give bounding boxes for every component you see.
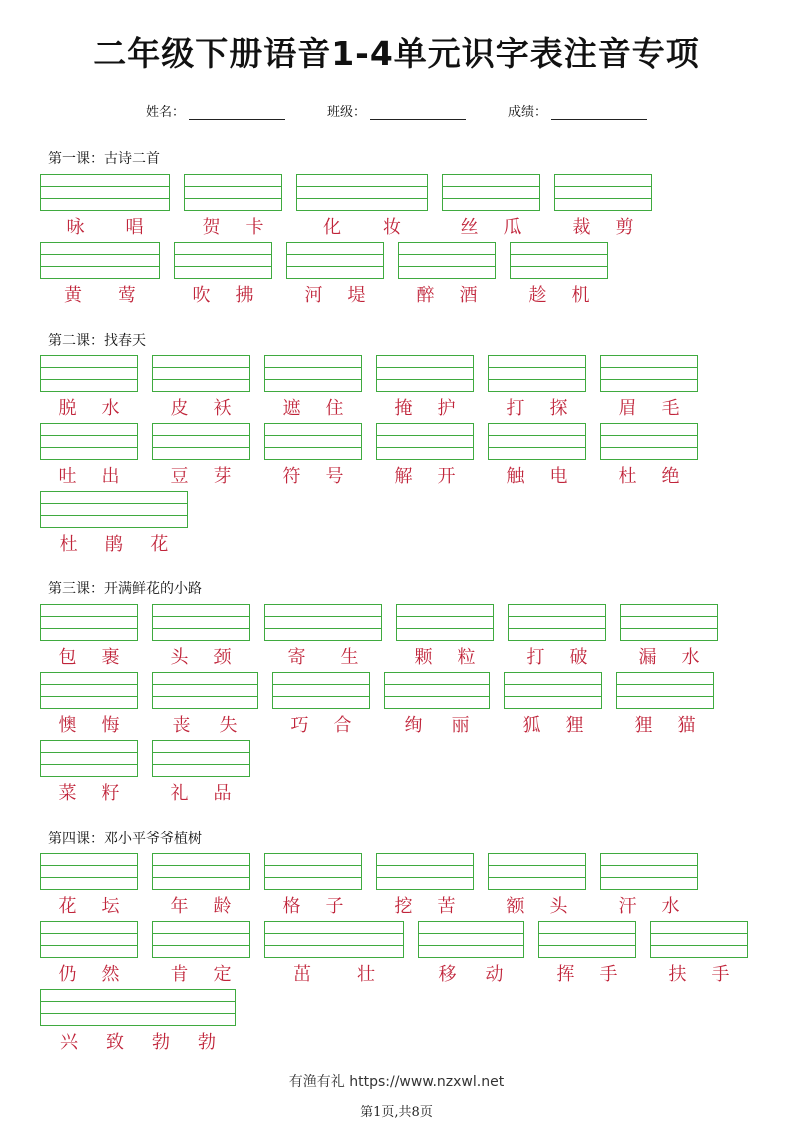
lesson-heading: 第三课：开满鲜花的小路: [48, 581, 202, 597]
pinyin-box[interactable]: [650, 921, 748, 958]
pinyin-box[interactable]: [40, 423, 138, 460]
hanzi-char: 触: [506, 466, 525, 487]
hanzi-char: 贺: [202, 217, 221, 238]
pinyin-box[interactable]: [272, 672, 370, 709]
hanzi-char: 开: [437, 466, 456, 487]
hanzi-char: 粒: [457, 647, 476, 668]
name-label: 姓名：: [145, 105, 185, 120]
pinyin-box[interactable]: [40, 672, 138, 709]
word-characters: [620, 643, 718, 669]
word-item: [396, 604, 494, 669]
word-item: [616, 672, 714, 737]
word-characters: [40, 213, 170, 239]
page-title: 二年级下册语音1-4单元识字表注音专项: [93, 34, 700, 73]
pinyin-box[interactable]: [40, 174, 170, 211]
word-characters: [264, 960, 404, 986]
word-item: [600, 853, 698, 918]
hanzi-char: 颈: [213, 647, 232, 668]
hanzi-char: 杜: [618, 466, 637, 487]
word-characters: [152, 462, 250, 488]
hanzi-char: 漏: [638, 647, 657, 668]
pinyin-box[interactable]: [152, 604, 250, 641]
hanzi-char: 住: [325, 398, 344, 419]
hanzi-char: 拂: [235, 285, 254, 306]
hanzi-char: 掩: [394, 398, 413, 419]
word-characters: [184, 213, 282, 239]
word-item: [264, 921, 404, 986]
pinyin-box[interactable]: [442, 174, 540, 211]
word-item: [650, 921, 748, 986]
word-item: [296, 174, 428, 239]
pinyin-box[interactable]: [376, 355, 474, 392]
pinyin-box[interactable]: [600, 853, 698, 890]
hanzi-char: 然: [101, 964, 120, 985]
word-characters: [40, 394, 138, 420]
word-item: [264, 853, 362, 918]
hanzi-char: 醉: [416, 285, 435, 306]
hanzi-char: 打: [526, 647, 545, 668]
lesson-heading: 第一课：古诗二首: [48, 151, 160, 167]
word-item: [152, 355, 250, 420]
hanzi-char: 动: [485, 964, 504, 985]
word-item: [376, 355, 474, 420]
pinyin-box[interactable]: [376, 853, 474, 890]
hanzi-char: 豆: [170, 466, 189, 487]
word-characters: [152, 711, 258, 737]
student-info: [0, 101, 793, 120]
word-characters: [396, 643, 494, 669]
word-item: [264, 423, 362, 488]
word-item: [600, 423, 698, 488]
pinyin-box[interactable]: [600, 355, 698, 392]
word-characters: [152, 643, 250, 669]
pinyin-box[interactable]: [174, 242, 272, 279]
word-item: [152, 853, 250, 918]
hanzi-char: 籽: [101, 783, 120, 804]
word-item: [488, 853, 586, 918]
pinyin-box[interactable]: [504, 672, 602, 709]
hanzi-char: 狸: [634, 715, 653, 736]
score-blank[interactable]: [551, 105, 647, 120]
hanzi-char: 悔: [101, 715, 120, 736]
word-characters: [40, 779, 138, 805]
pinyin-box[interactable]: [396, 604, 494, 641]
hanzi-char: 剪: [615, 217, 634, 238]
word-characters: [40, 711, 138, 737]
hanzi-char: 致: [106, 1032, 124, 1053]
word-item: [152, 423, 250, 488]
hanzi-char: 狐: [522, 715, 541, 736]
watermark-text: 有渔有礼 https://www.nzxwl.net: [288, 1074, 505, 1090]
word-characters: [40, 462, 138, 488]
hanzi-char: 勃: [152, 1032, 170, 1053]
word-characters: [488, 394, 586, 420]
hanzi-char: 汗: [618, 896, 637, 917]
word-characters: [600, 892, 698, 918]
hanzi-char: 破: [569, 647, 588, 668]
word-characters: [40, 281, 160, 307]
word-characters: [418, 960, 524, 986]
score-label: 成绩：: [508, 105, 548, 120]
hanzi-char: 失: [219, 715, 238, 736]
word-item: [504, 672, 602, 737]
hanzi-char: 眉: [618, 398, 637, 419]
hanzi-char: 礼: [170, 783, 189, 804]
pinyin-box[interactable]: [264, 604, 382, 641]
pinyin-box[interactable]: [488, 355, 586, 392]
hanzi-char: 符: [282, 466, 301, 487]
hanzi-char: 壮: [357, 964, 375, 985]
hanzi-char: 化: [323, 217, 341, 238]
word-characters: [488, 892, 586, 918]
hanzi-char: 毛: [661, 398, 680, 419]
name-field[interactable]: [146, 101, 285, 120]
hanzi-char: 丽: [451, 715, 470, 736]
word-characters: [264, 643, 382, 669]
pinyin-box[interactable]: [296, 174, 428, 211]
class-field[interactable]: [327, 101, 466, 120]
pinyin-box[interactable]: [40, 921, 138, 958]
pinyin-box[interactable]: [418, 921, 524, 958]
pinyin-box[interactable]: [40, 355, 138, 392]
word-characters: [40, 530, 188, 556]
pinyin-box[interactable]: [40, 853, 138, 890]
hanzi-char: 额: [506, 896, 525, 917]
pinyin-box[interactable]: [510, 242, 608, 279]
hanzi-char: 年: [170, 896, 189, 917]
pinyin-box[interactable]: [40, 491, 188, 528]
hanzi-char: 绚: [404, 715, 423, 736]
hanzi-char: 水: [101, 398, 120, 419]
word-item: [264, 355, 362, 420]
pinyin-box[interactable]: [152, 672, 258, 709]
pinyin-box[interactable]: [264, 355, 362, 392]
hanzi-char: 遮: [282, 398, 301, 419]
word-item: [600, 355, 698, 420]
hanzi-char: 移: [438, 964, 457, 985]
word-item: [40, 740, 138, 805]
word-item: [538, 921, 636, 986]
hanzi-char: 包: [58, 647, 77, 668]
hanzi-char: 挥: [556, 964, 575, 985]
pinyin-box[interactable]: [40, 740, 138, 777]
word-item: [40, 242, 160, 307]
hanzi-char: 护: [437, 398, 456, 419]
word-item: [40, 604, 138, 669]
word-item: [620, 604, 718, 669]
hanzi-char: 芽: [213, 466, 232, 487]
hanzi-char: 水: [661, 896, 680, 917]
word-characters: [152, 394, 250, 420]
word-characters: [264, 462, 362, 488]
word-item: [184, 174, 282, 239]
hanzi-char: 裹: [101, 647, 120, 668]
word-item: [398, 242, 496, 307]
hanzi-char: 电: [549, 466, 568, 487]
word-characters: [152, 960, 250, 986]
hanzi-char: 肯: [170, 964, 189, 985]
pinyin-box[interactable]: [488, 423, 586, 460]
pinyin-box[interactable]: [508, 604, 606, 641]
hanzi-char: 坛: [101, 896, 120, 917]
pinyin-box[interactable]: [40, 604, 138, 641]
hanzi-char: 懊: [58, 715, 77, 736]
hanzi-char: 黄: [64, 285, 82, 306]
pinyin-box[interactable]: [184, 174, 282, 211]
pinyin-box[interactable]: [264, 853, 362, 890]
word-item: [286, 242, 384, 307]
pinyin-box[interactable]: [40, 989, 236, 1026]
hanzi-char: 解: [394, 466, 413, 487]
hanzi-char: 妆: [383, 217, 401, 238]
pinyin-box[interactable]: [264, 921, 404, 958]
word-item: [442, 174, 540, 239]
hanzi-char: 裁: [572, 217, 591, 238]
hanzi-char: 丝: [460, 217, 479, 238]
pinyin-box[interactable]: [152, 423, 250, 460]
hanzi-char: 堤: [347, 285, 366, 306]
hanzi-char: 吹: [192, 285, 211, 306]
score-field[interactable]: [508, 101, 647, 120]
hanzi-char: 龄: [213, 896, 232, 917]
word-item: [40, 989, 236, 1054]
word-characters: [488, 462, 586, 488]
word-item: [174, 242, 272, 307]
hanzi-char: 品: [213, 783, 232, 804]
word-characters: [376, 462, 474, 488]
word-item: [508, 604, 606, 669]
lesson-heading: 第二课：找春天: [48, 333, 146, 349]
word-characters: [376, 394, 474, 420]
pinyin-box[interactable]: [152, 355, 250, 392]
pinyin-box[interactable]: [376, 423, 474, 460]
word-characters: [296, 213, 428, 239]
word-characters: [650, 960, 748, 986]
word-item: [152, 672, 258, 737]
pinyin-box[interactable]: [40, 242, 160, 279]
hanzi-char: 打: [506, 398, 525, 419]
hanzi-char: 苦: [437, 896, 456, 917]
word-item: [40, 174, 170, 239]
word-item: [376, 423, 474, 488]
word-item: [40, 491, 188, 556]
word-characters: [264, 892, 362, 918]
word-characters: [272, 711, 370, 737]
hanzi-char: 头: [549, 896, 568, 917]
pinyin-box[interactable]: [152, 853, 250, 890]
word-item: [418, 921, 524, 986]
hanzi-char: 出: [101, 466, 120, 487]
name-blank[interactable]: [189, 105, 285, 120]
hanzi-char: 丧: [172, 715, 191, 736]
class-blank[interactable]: [370, 105, 466, 120]
hanzi-char: 生: [340, 647, 359, 668]
hanzi-char: 皮: [170, 398, 189, 419]
hanzi-char: 瓜: [503, 217, 522, 238]
word-item: [40, 672, 138, 737]
word-item: [152, 604, 250, 669]
hanzi-char: 袄: [213, 398, 232, 419]
pinyin-box[interactable]: [554, 174, 652, 211]
hanzi-char: 趁: [528, 285, 547, 306]
hanzi-char: 兴: [60, 1032, 78, 1053]
word-characters: [442, 213, 540, 239]
word-characters: [616, 711, 714, 737]
pinyin-box[interactable]: [384, 672, 490, 709]
word-characters: [286, 281, 384, 307]
word-item: [152, 921, 250, 986]
hanzi-char: 挖: [394, 896, 413, 917]
pinyin-box[interactable]: [488, 853, 586, 890]
hanzi-char: 花: [150, 534, 169, 555]
hanzi-char: 猫: [677, 715, 696, 736]
word-characters: [508, 643, 606, 669]
pinyin-box[interactable]: [538, 921, 636, 958]
hanzi-char: 绝: [661, 466, 680, 487]
word-characters: [384, 711, 490, 737]
word-item: [152, 740, 250, 805]
word-item: [488, 423, 586, 488]
word-characters: [376, 892, 474, 918]
word-item: [40, 355, 138, 420]
word-characters: [152, 892, 250, 918]
hanzi-char: 茁: [293, 964, 311, 985]
word-characters: [510, 281, 608, 307]
hanzi-char: 号: [325, 466, 344, 487]
pinyin-box[interactable]: [152, 740, 250, 777]
hanzi-char: 卡: [245, 217, 264, 238]
hanzi-char: 狸: [565, 715, 584, 736]
hanzi-char: 唱: [125, 217, 144, 238]
word-item: [264, 604, 382, 669]
word-item: [488, 355, 586, 420]
word-characters: [40, 1028, 236, 1054]
pinyin-box[interactable]: [620, 604, 718, 641]
hanzi-char: 吐: [58, 466, 77, 487]
pinyin-box[interactable]: [398, 242, 496, 279]
pinyin-box[interactable]: [264, 423, 362, 460]
hanzi-char: 子: [325, 896, 344, 917]
word-characters: [504, 711, 602, 737]
word-item: [40, 423, 138, 488]
word-characters: [264, 394, 362, 420]
hanzi-char: 杜: [59, 534, 78, 555]
hanzi-char: 咏: [66, 217, 85, 238]
hanzi-char: 颗: [414, 647, 433, 668]
word-item: [554, 174, 652, 239]
lesson-heading: 第四课：邓小平爷爷植树: [48, 831, 202, 847]
hanzi-char: 头: [170, 647, 189, 668]
word-characters: [600, 462, 698, 488]
hanzi-char: 扶: [668, 964, 687, 985]
hanzi-char: 手: [711, 964, 730, 985]
hanzi-char: 水: [681, 647, 700, 668]
pinyin-box[interactable]: [286, 242, 384, 279]
word-item: [384, 672, 490, 737]
word-characters: [174, 281, 272, 307]
hanzi-char: 花: [58, 896, 77, 917]
word-characters: [152, 779, 250, 805]
hanzi-char: 巧: [290, 715, 309, 736]
hanzi-char: 莺: [118, 285, 136, 306]
word-characters: [554, 213, 652, 239]
page-number: 第1页,共8页: [360, 1105, 433, 1120]
class-label: 班级：: [326, 105, 366, 120]
hanzi-char: 定: [213, 964, 232, 985]
hanzi-char: 机: [571, 285, 590, 306]
hanzi-char: 格: [282, 896, 301, 917]
pinyin-box[interactable]: [616, 672, 714, 709]
word-item: [40, 853, 138, 918]
hanzi-char: 仍: [58, 964, 77, 985]
word-characters: [538, 960, 636, 986]
hanzi-char: 寄: [287, 647, 306, 668]
hanzi-char: 菜: [58, 783, 77, 804]
word-item: [376, 853, 474, 918]
word-characters: [40, 643, 138, 669]
word-characters: [398, 281, 496, 307]
word-characters: [40, 960, 138, 986]
hanzi-char: 酒: [459, 285, 478, 306]
word-characters: [600, 394, 698, 420]
word-item: [40, 921, 138, 986]
pinyin-box[interactable]: [152, 921, 250, 958]
hanzi-char: 探: [549, 398, 568, 419]
hanzi-char: 手: [599, 964, 618, 985]
hanzi-char: 脱: [58, 398, 77, 419]
hanzi-char: 合: [333, 715, 352, 736]
word-characters: [40, 892, 138, 918]
pinyin-box[interactable]: [600, 423, 698, 460]
word-item: [272, 672, 370, 737]
hanzi-char: 鹃: [104, 534, 123, 555]
hanzi-char: 河: [304, 285, 323, 306]
word-item: [510, 242, 608, 307]
hanzi-char: 勃: [198, 1032, 216, 1053]
